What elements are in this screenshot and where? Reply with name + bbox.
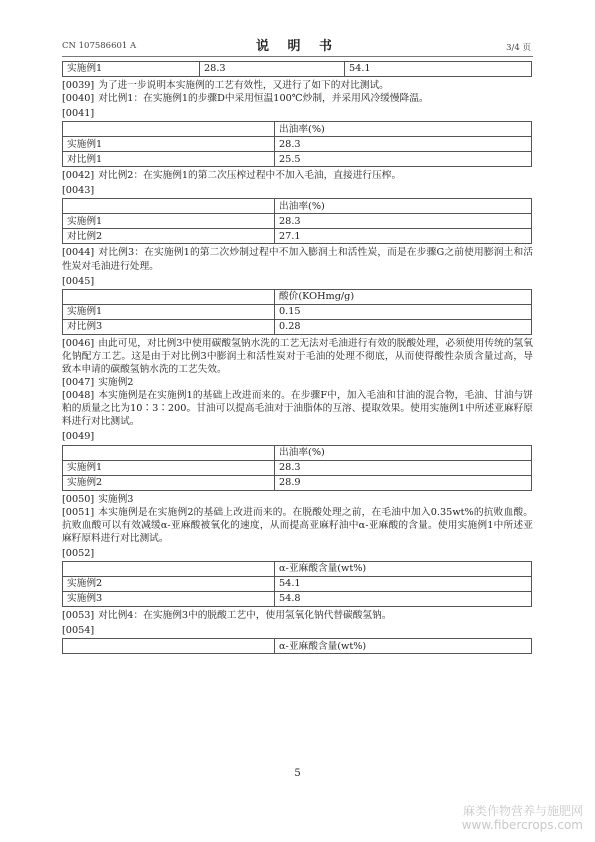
paragraph-0054: [62, 624, 533, 637]
paragraph-number: [0039]: [62, 80, 95, 91]
paragraph-0049: [62, 430, 533, 443]
table-header: 出油率(%): [275, 122, 532, 137]
watermark: [462, 804, 583, 833]
table-cell: 实施例1: [63, 62, 200, 77]
table-header-row: [63, 639, 532, 654]
table-row: [63, 214, 532, 229]
table-header: α-亚麻酸含量(wt%): [275, 561, 532, 576]
paragraph-0039: [62, 79, 533, 92]
paragraph-number: [0054]: [62, 625, 95, 637]
paragraph-text: 为了进一步说明本实施例的工艺有效性，又进行了如下的对比测试。: [98, 80, 389, 91]
table-cell: 实施例2: [63, 576, 275, 591]
paragraph-number: [0042]: [62, 170, 95, 182]
paragraph-0046: [62, 337, 533, 376]
paragraph-text: 由此可见，对比例3中使用碳酸氢钠水洗的工艺无法对毛油进行有效的脱酸处理，必须使用传统的氢氧化钠配方工艺。这是由于对比例3中膨润土和活性炭对于毛油的处理不彻底，从而使得酸性杂质含量过高，导致本申请的碳酸氢钠水洗的工艺失效。: [62, 337, 533, 375]
table-cell: 54.1: [275, 576, 532, 591]
table-row: [63, 62, 532, 77]
table-row: [63, 137, 532, 152]
paragraph-number: [0044]: [62, 247, 95, 259]
paragraph-number: [0047]: [62, 377, 95, 389]
paragraph-number: [0046]: [62, 337, 95, 349]
page-number: 5: [294, 768, 301, 779]
table-cell: 实施例1: [63, 214, 275, 229]
table-row: [63, 319, 532, 334]
table-cell: 0.28: [275, 319, 532, 334]
paragraph-text: 对比例3：在实施例1的第二次炒制过程中不加入膨润土和活性炭，而是在步骤G之前使用膨润土和活性炭对毛油进行处理。: [62, 247, 533, 272]
table-comparison-4: [62, 638, 532, 654]
watermark-title: 麻类作物营养与施肥网: [462, 804, 583, 818]
table-cell: 28.3: [275, 137, 532, 152]
table-row: [63, 460, 532, 475]
document-body: [62, 60, 533, 656]
paragraph-text: 对比例2：在实施例1的第二次压榨过程中不加入毛油，直接进行压榨。: [98, 170, 402, 182]
table-row: [63, 152, 532, 167]
paragraph-number: [0041]: [62, 108, 95, 120]
table-cell: 27.1: [275, 229, 532, 244]
paragraph-number: [0051]: [62, 506, 95, 518]
table-example-1-continued: [62, 61, 532, 77]
table-row: [63, 229, 532, 244]
table-row: [63, 304, 532, 319]
paragraph-number: [0053]: [62, 609, 95, 621]
table-cell: 28.3: [200, 62, 345, 77]
table-header: 出油率(%): [275, 199, 532, 214]
table-cell: 对比例1: [63, 152, 275, 167]
table-example-3: [62, 561, 532, 607]
table-cell: 实施例1: [63, 460, 275, 475]
table-header-row: [63, 289, 532, 304]
section-heading: 实施例3: [98, 493, 134, 505]
paragraph-0052: [62, 547, 533, 560]
paragraph-text: 本实施例是在实施例1的基础上改进而来的。在步骤F中，加入毛油和甘油的混合物，毛油、甘油与饼粕的质量之比为10∶3∶200。甘油可以提高毛油对于油脂体的互溶、提取效果。使用实施例1中所述亚麻籽原料进行对比测试。: [62, 390, 533, 428]
table-cell: [63, 445, 275, 460]
table-cell: [63, 289, 275, 304]
paragraph-number: [0052]: [62, 547, 95, 559]
patent-number: CN 107586601 A: [62, 41, 137, 51]
table-comparison-3: [62, 289, 532, 335]
table-cell: 28.3: [275, 214, 532, 229]
paragraph-0050: [62, 493, 533, 506]
paragraph-0053: [62, 609, 533, 622]
table-cell: [63, 122, 275, 137]
header-rule: [62, 56, 533, 57]
paragraph-number: [0045]: [62, 275, 95, 287]
table-cell: 28.3: [275, 460, 532, 475]
section-heading: 实施例2: [98, 377, 134, 389]
paragraph-number: [0050]: [62, 493, 95, 505]
paragraph-text: 本实施例是在实施例2的基础上改进而来的。在脱酸处理之前，在毛油中加入0.35wt%的抗败血酸。抗败血酸可以有效减缓α-亚麻酸被氧化的速度，从而提高亚麻籽油中α-亚麻酸的含量。使用实施例1中所述亚麻籽原料进行对比测试。: [62, 506, 533, 544]
table-cell: 实施例1: [63, 304, 275, 319]
table-cell: 实施例3: [63, 591, 275, 606]
table-header: 出油率(%): [275, 445, 532, 460]
table-header-row: [63, 199, 532, 214]
paragraph-0043: [62, 184, 533, 197]
table-cell: 28.9: [275, 475, 532, 490]
table-row: [63, 576, 532, 591]
paragraph-0041: [62, 107, 533, 120]
paragraph-0047: [62, 376, 533, 389]
table-example-2: [62, 445, 532, 491]
paragraph-text: 对比例4：在实施例3中的脱酸工艺中，使用氢氧化钠代替碳酸氢钠。: [98, 609, 392, 621]
table-cell: 实施例1: [63, 137, 275, 152]
document-title: 说 明 书: [255, 39, 340, 54]
table-header-row: [63, 561, 532, 576]
table-cell: 对比例3: [63, 319, 275, 334]
paragraph-number: [0049]: [62, 431, 95, 443]
paragraph-0040: [62, 92, 533, 105]
table-header: 酸价(KOHmg/g): [275, 289, 532, 304]
table-cell: [63, 561, 275, 576]
table-cell: 对比例2: [63, 229, 275, 244]
paragraph-0048: [62, 389, 533, 428]
table-cell: [63, 199, 275, 214]
table-cell: 54.1: [345, 62, 532, 77]
table-cell: [63, 639, 275, 654]
page-indicator: 3/4 页: [506, 43, 531, 53]
paragraph-number: [0040]: [62, 93, 95, 105]
paragraph-0045: [62, 275, 533, 288]
table-cell: 25.5: [275, 152, 532, 167]
paragraph-number: [0043]: [62, 185, 95, 197]
paragraph-text: 对比例1：在实施例1的步骤D中采用恒温100℃炒制，并采用风冷缓慢降温。: [98, 93, 429, 105]
paragraph-0042: [62, 169, 533, 182]
paragraph-number: [0048]: [62, 390, 95, 402]
table-row: [63, 475, 532, 490]
table-row: [63, 591, 532, 606]
table-header-row: [63, 445, 532, 460]
table-comparison-2: [62, 198, 532, 244]
table-header-row: [63, 122, 532, 137]
table-comparison-1: [62, 121, 532, 167]
table-header: α-亚麻酸含量(wt%): [275, 639, 532, 654]
paragraph-0051: [62, 506, 533, 545]
paragraph-0044: [62, 246, 533, 272]
watermark-url: www.fibercrops.com: [461, 818, 583, 833]
table-cell: 0.15: [275, 304, 532, 319]
table-cell: 54.8: [275, 591, 532, 606]
table-cell: 实施例2: [63, 475, 275, 490]
